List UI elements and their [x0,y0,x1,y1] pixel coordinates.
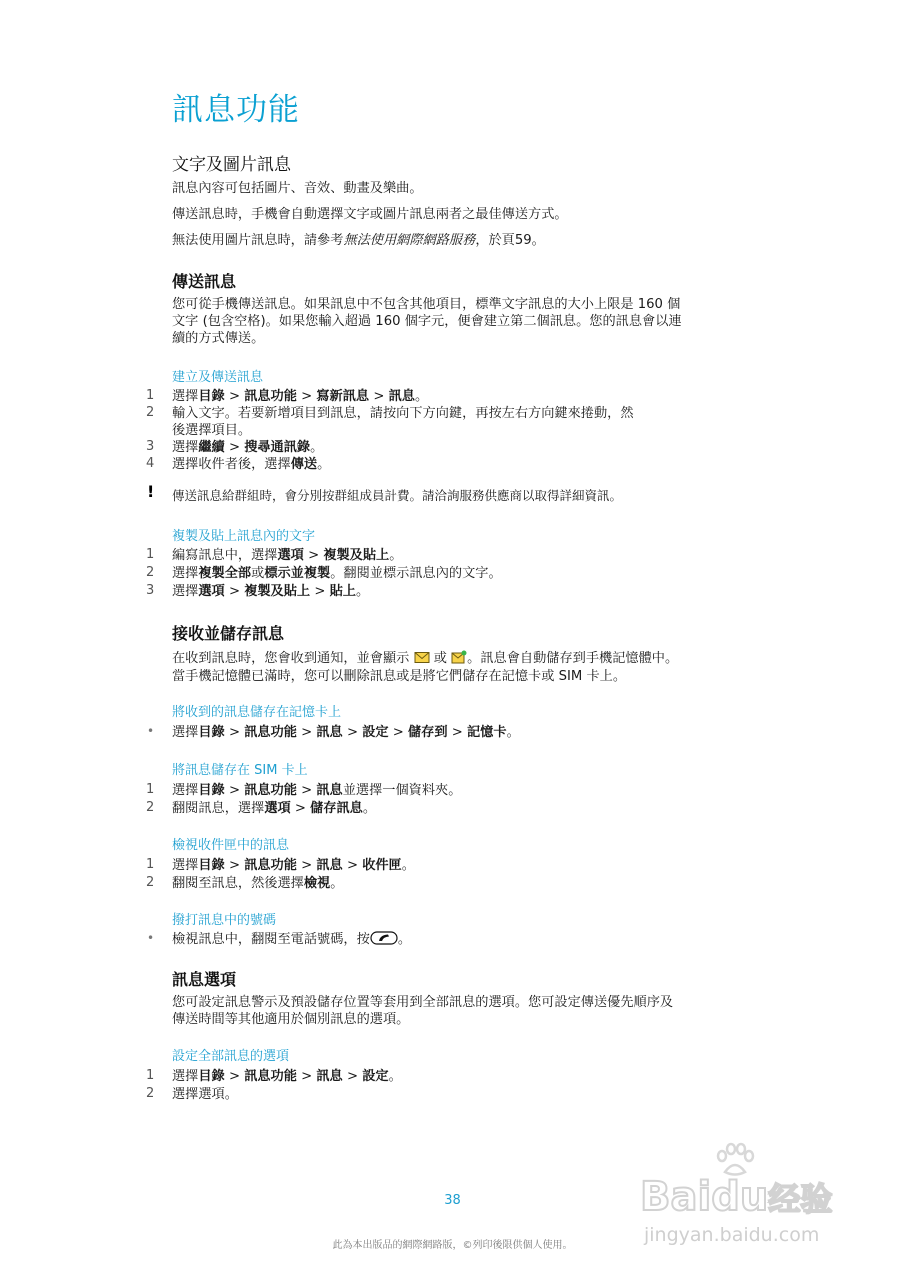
menu-path: 儲存訊息 [310,801,363,816]
menu-path: 目錄 [198,389,225,404]
text: 或 [433,651,447,666]
section-heading-receive: 接收並儲存訊息 [172,624,285,643]
ref-post: ，於頁59。 [475,233,545,248]
ref-link[interactable]: 無法使用網際網路服務 [343,233,476,248]
text: 。 [330,876,344,891]
section-heading-send: 傳送訊息 [172,272,237,291]
envelope-icon [414,651,430,664]
baidu-watermark [640,1140,870,1260]
menu-path: 檢視 [303,876,331,891]
text: 後選擇項目。 [172,423,252,438]
separator: > [224,584,245,599]
menu-path: 寫新訊息 [316,389,370,404]
menu-path: 訊息 [388,389,415,404]
step [0,405,905,439]
text: 選擇收件者後，選擇 [172,457,291,472]
paragraph: 訊息內容可包括圖片、音效、動畫及樂曲。 [172,181,423,196]
para-line: 傳送時間等其他適用於個別訊息的選項。 [172,1012,410,1027]
menu-path: 訊息 [316,858,343,873]
text: 。 [506,725,520,740]
step [0,565,905,583]
subheading-set-options: 設定全部訊息的選項 [172,1049,290,1064]
paragraph-options [172,994,757,1028]
subheading-save-memcard: 將收到的訊息儲存在記憶卡上 [172,705,342,720]
separator: > [447,725,467,740]
menu-path: 訊息功能 [244,783,297,798]
step [0,583,905,601]
text: 選擇 [172,440,199,455]
text: 選擇 [172,566,199,581]
text: 翻閱至訊息，然後選擇 [172,876,304,891]
subheading-call-number: 撥打訊息中的號碼 [172,913,277,928]
step [0,1086,905,1104]
text: 編寫訊息中，選擇 [172,548,278,563]
menu-path: 目錄 [198,1069,225,1084]
text: 或 [251,566,265,581]
step [0,782,905,800]
text: 。 [397,932,411,947]
step [0,1068,905,1086]
paragraph-reference [172,232,757,249]
text: 。 [317,457,331,472]
step-number: 1 [146,1068,155,1083]
receive-line-2: 當手機記憶體已滿時，您可以刪除訊息或是將它們儲存在記憶卡或 SIM 卡上。 [172,669,627,684]
text: 。 [414,389,429,404]
separator: > [310,584,330,599]
watermark-brand-right: du [711,1174,769,1220]
text: 翻閱訊息，選擇 [172,801,265,816]
step-number: 1 [146,388,155,403]
menu-path: 選項 [198,584,225,599]
step-number: 2 [146,1086,155,1101]
subheading-view-inbox: 檢視收件匣中的訊息 [172,838,290,853]
para-line: 您可設定訊息警示及預設儲存位置等套用到全部訊息的選項。您可設定傳送優先順序及 [172,995,674,1010]
separator: > [290,801,311,816]
text: 並選擇一個資料夾。 [342,783,462,798]
watermark-brand-cn: 经验 [768,1180,833,1218]
page-number: 38 [444,1193,461,1208]
page-title: 訊息功能 [172,92,300,128]
menu-path: 目錄 [198,783,225,798]
text: 。翻閱並標示訊息內的文字。 [330,566,502,581]
warning-icon: ! [147,482,155,501]
step-number: 3 [146,583,155,598]
menu-path: 搜尋通訊錄 [244,440,311,455]
menu-path: 收件匣 [362,858,402,873]
bullet: • [147,724,155,738]
menu-path: 訊息功能 [244,389,297,404]
separator: > [296,389,317,404]
subheading-save-sim: 將訊息儲存在 SIM 卡上 [172,763,308,778]
subheading-create-send: 建立及傳送訊息 [172,370,264,385]
separator: > [342,725,363,740]
step-number: 1 [146,782,155,797]
step-number: 2 [146,565,155,580]
menu-path: 設定 [362,1069,389,1084]
menu-path: 複製全部 [198,566,252,581]
menu-path: 目錄 [198,725,225,740]
text: 。 [388,1069,402,1084]
text: 選擇 [172,725,199,740]
steps-copy-paste [0,547,905,601]
menu-path: 傳送 [290,457,318,472]
separator: > [224,858,245,873]
step [0,857,905,875]
para-line: 文字 (包含空格)。如果您輸入超過 160 個字元，便會建立第二個訊息。您的訊息會以連 [172,314,682,329]
text: 。 [355,584,370,599]
section-heading-text-picture: 文字及圖片訊息 [172,155,291,175]
watermark-brand-left: Bai [640,1174,712,1220]
ref-pre: 無法使用圖片訊息時，請參考 [172,233,344,248]
separator: > [303,548,324,563]
separator: > [296,725,317,740]
text: 。 [389,548,403,563]
steps-create-send [0,388,905,473]
step-number: 2 [146,875,155,890]
step [0,388,905,405]
text: 。 [401,858,415,873]
separator: > [342,858,363,873]
menu-path: 選項 [277,548,304,563]
text: 。 [310,440,324,455]
separator: > [342,1069,363,1084]
menu-path: 目錄 [198,858,225,873]
menu-path: 繼續 [198,440,225,455]
separator: > [369,389,389,404]
step [0,547,905,565]
text: 選擇 [172,584,199,599]
step-number: 1 [146,547,155,562]
text: 在收到訊息時，您會收到通知，並會顯示 [172,651,410,666]
text: 選擇 [172,389,199,404]
menu-path: 貼上 [329,584,356,599]
bullet-item [0,931,905,949]
para-line: 續的方式傳送。 [172,331,265,346]
bullet-item [0,724,905,742]
step-number: 2 [146,405,155,420]
menu-path: 訊息功能 [244,858,297,873]
baidu-paw-icon [712,1142,758,1178]
note-text: 傳送訊息給群組時，會分別按群組成員計費。請洽詢服務供應商以取得詳細資訊。 [172,488,623,503]
text: 。訊息會自動儲存到手機記憶體中。 [467,651,679,666]
step-number: 4 [146,456,155,471]
call-key-icon [370,931,398,945]
text: 選擇選項。 [172,1087,238,1102]
step-number: 3 [146,439,155,454]
new-message-icon [451,650,467,664]
step [0,439,905,456]
separator: > [224,1069,245,1084]
text: 選擇 [172,858,199,873]
menu-path: 訊息 [316,1069,343,1084]
menu-path: 標示並複製 [264,566,331,581]
steps-set-options [0,1068,905,1104]
subheading-copy-paste: 複製及貼上訊息內的文字 [172,529,316,544]
step [0,800,905,818]
paragraph-send [172,296,757,347]
text: 選擇 [172,1069,199,1084]
separator: > [224,783,245,798]
para-line: 您可從手機傳送訊息。如果訊息中不包含其他項目，標準文字訊息的大小上限是 160 個 [172,297,681,312]
watermark-url: jingyan.baidu.com [644,1224,820,1246]
step [0,456,905,473]
step [0,875,905,893]
separator: > [224,440,245,455]
text: 。 [362,801,377,816]
receive-line-1 [172,650,678,667]
footer-note: 此為本出版品的網際網路版，©列印後限供個人使用。 [332,1240,573,1251]
separator: > [296,1069,317,1084]
steps-view-inbox [0,857,905,893]
separator: > [296,783,317,798]
step-number: 1 [146,857,155,872]
text: 選擇 [172,783,199,798]
menu-path: 訊息功能 [244,725,297,740]
separator: > [224,389,245,404]
paragraph: 傳送訊息時，手機會自動選擇文字或圖片訊息兩者之最佳傳送方式。 [172,207,568,222]
step-number: 2 [146,800,155,815]
menu-path: 儲存到 [408,725,448,740]
menu-path: 設定 [362,725,389,740]
separator: > [296,858,317,873]
section-heading-options: 訊息選項 [172,970,237,989]
menu-path: 訊息 [316,783,343,798]
menu-path: 記憶卡 [467,725,507,740]
steps-save-sim [0,782,905,818]
bullet: • [147,931,155,945]
separator: > [388,725,408,740]
menu-path: 複製及貼上 [323,548,390,563]
menu-path: 複製及貼上 [244,584,311,599]
menu-path: 訊息 [316,725,343,740]
text: 檢視訊息中，翻閱至電話號碼，按 [172,932,370,947]
separator: > [224,725,245,740]
menu-path: 選項 [264,801,291,816]
menu-path: 訊息功能 [244,1069,297,1084]
text: 輸入文字。若要新增項目到訊息，請按向下方向鍵，再按左右方向鍵來捲動，然 [172,406,634,421]
